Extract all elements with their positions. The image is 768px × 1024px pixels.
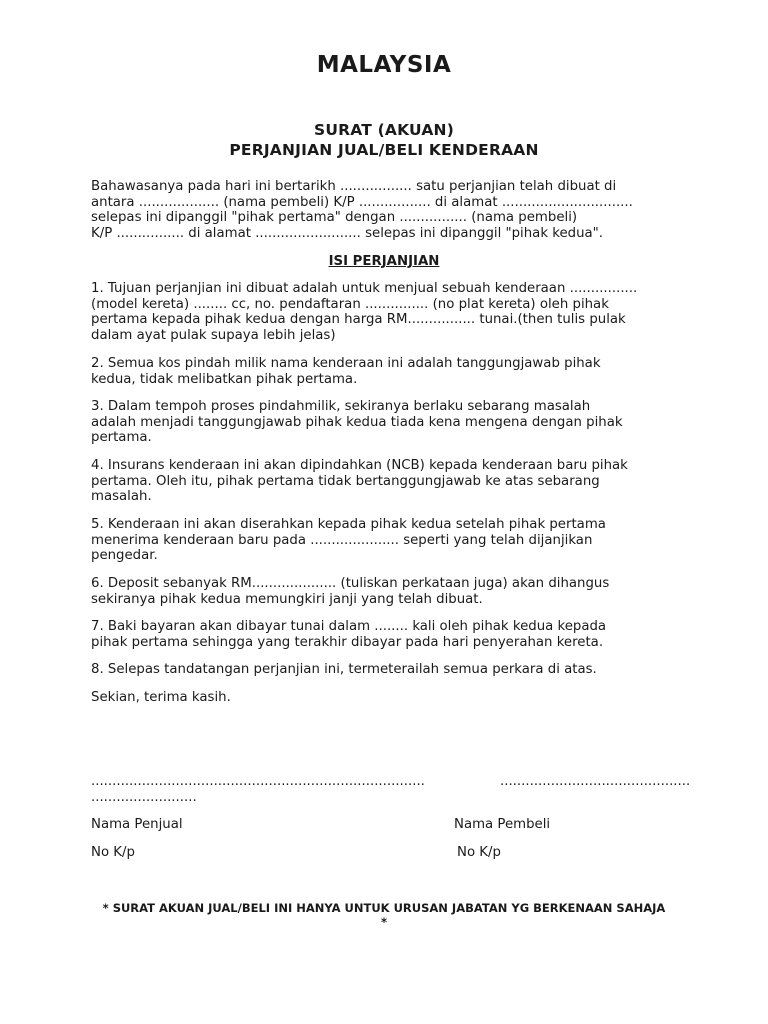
buyer-id-label: No K/p xyxy=(457,845,501,860)
clause-4: 4. Insurans kenderaan ini akan dipindahkan (NCB) kepada kenderaan baru pihak pertama. Oleh itu, pihak pertama tidak bertanggungjawab ke atas sebarang masalah. xyxy=(91,458,628,504)
section-heading: ISI PERJANJIAN xyxy=(328,254,440,269)
clause-7: 7. Baki bayaran akan dibayar tunai dalam ........ kali oleh pihak kedua kepada pihak pertama sehingga yang terakhir dibayar pada hari penyerahan kereta. xyxy=(91,619,607,650)
clause-2: 2. Semua kos pindah milik nama kenderaan ini adalah tanggungjawab pihak kedua, tidak melibatkan pihak pertama. xyxy=(91,356,601,387)
seller-id-label: No K/p xyxy=(91,845,135,860)
document-title-line-2: PERJANJIAN JUAL/BELI KENDERAAN xyxy=(229,141,539,159)
clause-3: 3. Dalam tempoh proses pindahmilik, sekiranya berlaku sebarang masalah adalah menjadi tanggungjawab pihak kedua tiada kena mengena dengan pihak pertama. xyxy=(91,399,623,445)
clause-5: 5. Kenderaan ini akan diserahkan kepada pihak kedua setelah pihak pertama menerima kenderaan baru pada ..................... seperti yang telah dijanjikan pengedar. xyxy=(91,517,606,563)
buyer-signature-line: ............................................. xyxy=(500,774,691,789)
clause-1: 1. Tujuan perjanjian ini dibuat adalah untuk menjual sebuah kenderaan ................ (model kereta) ........ cc, no. pendaftaran ............... (no plat kereta) oleh pihak pertama kepada pihak kedua dengan harga RM................ tunai.(then tulis pulak dalam ayat pulak supaya lebih jelas) xyxy=(91,281,638,343)
intro-paragraph: Bahawasanya pada hari ini bertarikh ................. satu perjanjian telah dibuat di antara ................... (nama pembeli) K/P ................. di alamat ............................... selepas ini dipanggil "pihak pertama" dengan ................ (nama pembeli) K/P ................ di alamat ......................... selepas ini dipanggil "pihak kedua". xyxy=(91,179,633,241)
clause-8: 8. Selepas tandatangan perjanjian ini, termeterailah semua perkara di atas. xyxy=(91,662,597,677)
footer-note: * SURAT AKUAN JUAL/BELI INI HANYA UNTUK URUSAN JABATAN YG BERKENAAN SAHAJA * xyxy=(102,901,666,929)
country-heading: MALAYSIA xyxy=(316,52,452,78)
closing-text: Sekian, terima kasih. xyxy=(91,690,231,705)
buyer-name-label: Nama Pembeli xyxy=(454,817,551,832)
seller-name-label: Nama Penjual xyxy=(91,817,183,832)
document-title-line-1: SURAT (AKUAN) xyxy=(313,121,455,139)
seller-signature-line: ............................................................................... ......................... xyxy=(91,774,425,805)
clause-6: 6. Deposit sebanyak RM.................... (tuliskan perkataan juga) akan dihangus sekiranya pihak kedua memungkiri janji yang telah dibuat. xyxy=(91,576,610,607)
